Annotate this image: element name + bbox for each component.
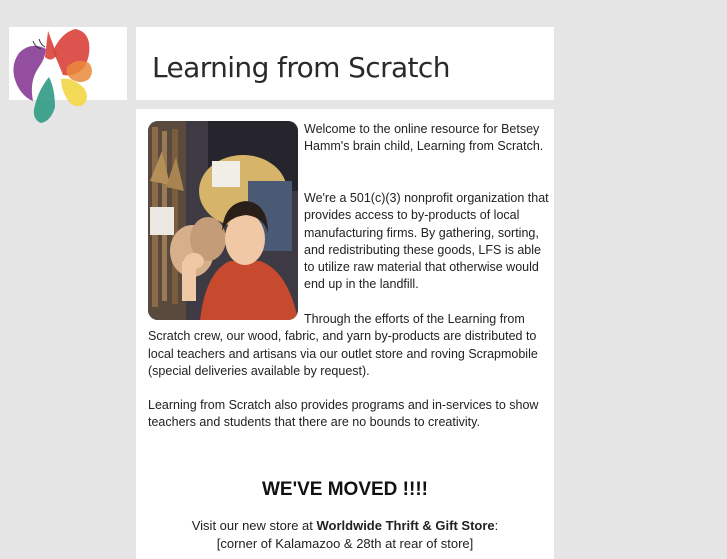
visit-suffix: : [494,518,499,533]
store-name: Worldwide Thrift & Gift Store [316,518,495,533]
crew-paragraph: Through the efforts of the Learning from Scratch crew, our wood, fabric, and yarn by-products are distributed to local teachers and artisans via our outlet store and roving Scrapmobile (special deliveries available by request). [148,312,538,378]
visit-line [136,518,554,533]
content-panel [136,109,554,559]
site-title: Learning from Scratch [152,51,450,84]
intro-paragraph: Welcome to the online resource for Betsey Hamm's brain child, Learning from Scratch. [304,122,544,154]
logo-panel [9,27,127,100]
visit-prefix: Visit our new store at [191,518,317,533]
betsey-hamm-photo [148,121,298,320]
programs-paragraph: Learning from Scratch also provides programs and in-services to show teachers and students that there are no bounds to creativity. [148,398,539,430]
butterfly-logo-icon[interactable] [9,27,99,125]
title-panel [136,27,554,100]
mission-paragraph: We're a 501(c)(3) nonprofit organization that provides access to by-products of local manufacturing firms. By gathering, sorting, and redistributing these goods, LFS is able to utilize raw material that otherwise would end up in the landfill. [304,191,549,292]
moved-heading: WE'VE MOVED !!!! [261,479,428,500]
store-address: [corner of Kalamazoo & 28th at rear of store] [216,536,474,551]
